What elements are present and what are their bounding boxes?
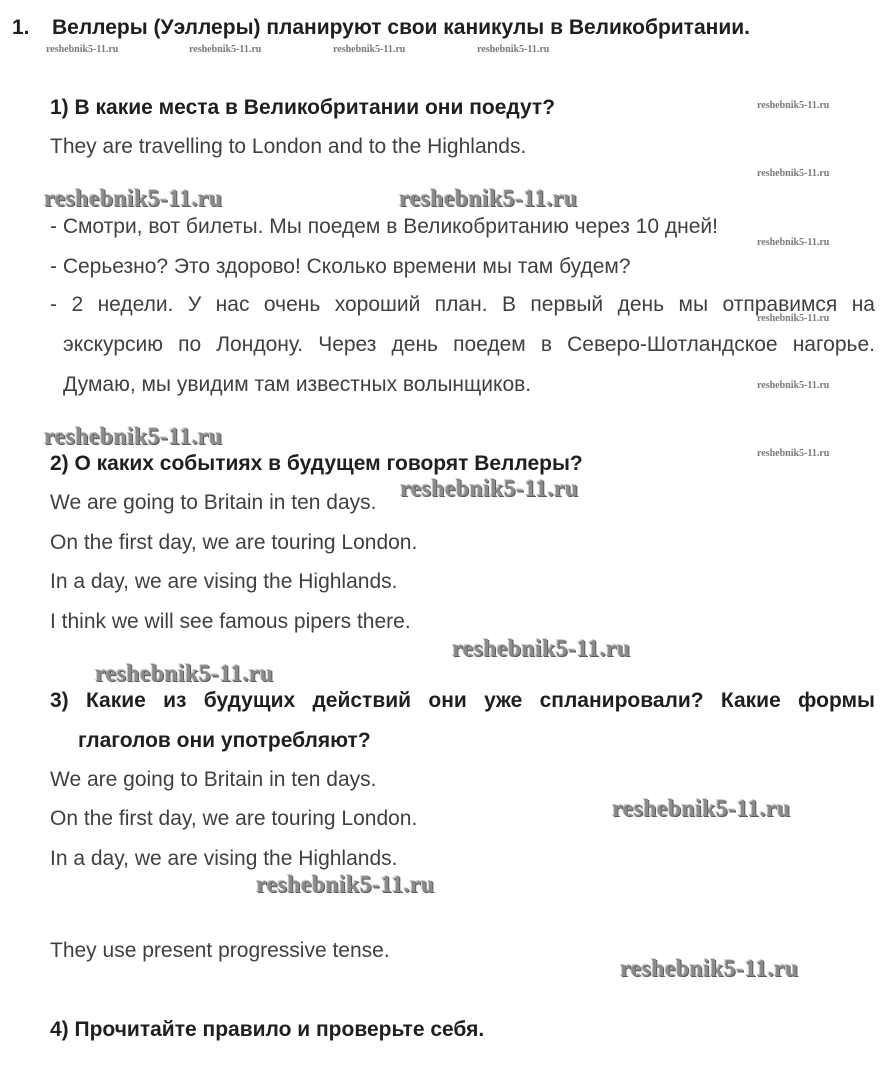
exercise-number: 1. [12, 16, 30, 39]
answer-line: I think we will see famous pipers there. [50, 610, 411, 633]
answer-line: On the first day, we are touring London. [50, 531, 418, 554]
answer-1: They are travelling to London and to the Highlands. [50, 135, 527, 158]
watermark-big: reshebnik5-11.ru [95, 661, 274, 687]
exercise-title: Веллеры (Уэллеры) планируют свои каникулы в Великобритании. [52, 16, 750, 39]
watermark-small: reshebnik5-11.ru [757, 380, 830, 391]
answer-line: In a day, we are vising the Highlands. [50, 847, 398, 870]
dialogue-line: - Смотри, вот билеты. Мы поедем в Великобританию через 10 дней! [50, 215, 718, 238]
watermark-big: reshebnik5-11.ru [452, 636, 631, 662]
watermark-big: reshebnik5-11.ru [620, 956, 799, 982]
watermark-small: reshebnik5-11.ru [757, 100, 830, 111]
question-4: 4) Прочитайте правило и проверьте себя. [50, 1018, 485, 1041]
watermark-small: reshebnik5-11.ru [757, 448, 830, 459]
answer-line: In a day, we are vising the Highlands. [50, 570, 398, 593]
watermark-big: reshebnik5-11.ru [400, 476, 579, 502]
answer-line: We are going to Britain in ten days. [50, 491, 377, 514]
watermark-small: reshebnik5-11.ru [757, 313, 830, 324]
question-1: 1) В какие места в Великобритании они поедут? [50, 96, 556, 119]
watermark-small: reshebnik5-11.ru [757, 237, 830, 248]
question-3: 3) Какие из будущих действий они уже спланировали? Какие формы [50, 689, 875, 712]
dialogue-line: - Серьезно? Это здорово! Сколько времени мы там будем? [50, 255, 631, 278]
watermark-small: reshebnik5-11.ru [477, 44, 550, 55]
watermark-big: reshebnik5-11.ru [612, 796, 791, 822]
watermark-big: reshebnik5-11.ru [256, 872, 435, 898]
watermark-big: reshebnik5-11.ru [44, 424, 223, 450]
watermark-small: reshebnik5-11.ru [333, 44, 406, 55]
watermark-small: reshebnik5-11.ru [189, 44, 262, 55]
watermark-small: reshebnik5-11.ru [757, 168, 830, 179]
conclusion: They use present progressive tense. [50, 939, 390, 962]
watermark-big: reshebnik5-11.ru [44, 186, 223, 212]
dialogue-line: - 2 недели. У нас очень хороший план. В первый день мы отправимся на [50, 293, 875, 316]
dialogue-line: Думаю, мы увидим там известных волынщиков. [63, 373, 532, 396]
dialogue-line: экскурсию по Лондону. Через день поедем в Северо-Шотландское нагорье. [63, 333, 875, 356]
question-3-continued: глаголов они употребляют? [78, 729, 371, 752]
watermark-big: reshebnik5-11.ru [399, 186, 578, 212]
watermark-small: reshebnik5-11.ru [46, 44, 119, 55]
question-2: 2) О каких событиях в будущем говорят Веллеры? [50, 452, 583, 475]
answer-line: On the first day, we are touring London. [50, 807, 418, 830]
answer-line: We are going to Britain in ten days. [50, 768, 377, 791]
